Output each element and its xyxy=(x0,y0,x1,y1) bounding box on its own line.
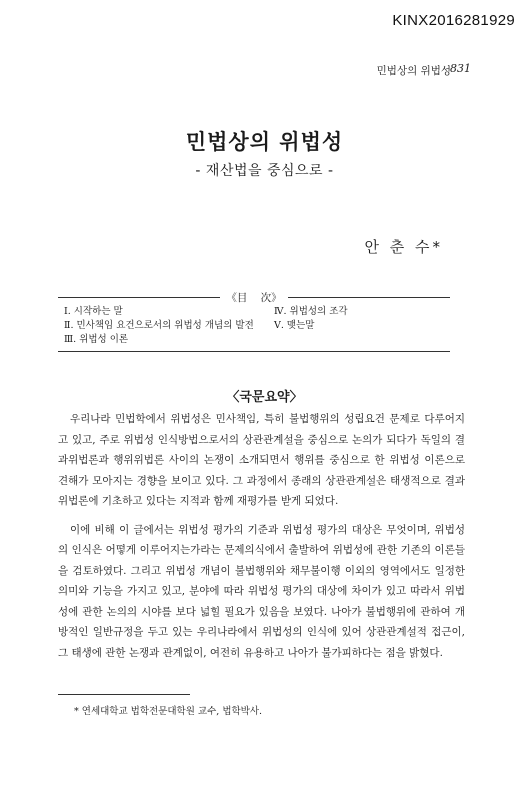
abstract-body xyxy=(58,409,465,663)
document-id: KINX2016281929 xyxy=(392,12,515,29)
toc-row xyxy=(64,305,450,319)
footnote: * 연세대학교 법학전문대학원 교수, 법학박사. xyxy=(74,706,263,717)
toc-row xyxy=(64,319,450,333)
footnote-rule xyxy=(58,694,190,695)
running-header-title: 민법상의 위법성 xyxy=(376,65,451,77)
toc-rule-right xyxy=(288,297,450,298)
table-of-contents xyxy=(64,305,450,347)
toc-item xyxy=(274,333,450,347)
toc-rule-left xyxy=(58,297,220,298)
toc-label: 《目 次》 xyxy=(226,292,282,304)
abstract-heading: 〈국문요약〉 xyxy=(226,390,303,405)
page-number: 831 xyxy=(450,62,471,75)
abstract-paragraph: 이에 비해 이 글에서는 위법성 평가의 기준과 위법성 평가의 대상은 무엇이며, 위법성의 인식은 어떻게 이루어지는가라는 문제의식에서 출발하여 위법성에 관한 기존의 이론들을 검토하였다. 그리고 위법성 개념이 불법행위와 채무불이행 이외의 영역에서도 일정한 의미와 기능을 가지고 있고, 분야에 따라 위법성 평가의 대상에 차이가 있고 따라서 위법성에 관한 논의의 시야를 보다 넓힐 필요가 있음을 보였다. 나아가 불법행위에 관하여 개방적인 일반규정을 두고 있는 우리나라에서 위법성의 인식에 있어 상관관계설적 접근이, 그 태생에 관한 논쟁과 관계없이, 여전히 유용하고 나아가 불가피하다는 점을 밝혔다. xyxy=(58,523,465,659)
abstract-paragraph: 우리나라 민법학에서 위법성은 민사책임, 특히 불법행위의 성립요건 문제로 다루어지고 있고, 주로 위법성 인식방법으로서의 상관관계설을 중심으로 논의가 되다가 독일의 결과위법론과 행위위법론 사이의 논쟁이 소개되면서 행위를 중심으로 한 위법성 이론으로 견해가 모아지는 경향을 보이고 있다. 그 과정에서 종래의 상관관계설은 태생적으로 결과위법론에 기초하고 있다는 지적과 함께 재평가를 받게 되었다. xyxy=(58,413,465,507)
toc-item: Ⅱ. 민사책임 요건으로서의 위법성 개념의 발전 xyxy=(64,320,254,331)
toc-item: Ⅳ. 위법성의 조각 xyxy=(274,306,348,317)
toc-item: Ⅰ. 시작하는 말 xyxy=(64,306,123,317)
paper-title: 민법상의 위법성 xyxy=(185,130,344,154)
toc-item: Ⅴ. 맺는말 xyxy=(274,320,315,331)
toc-bottom-rule xyxy=(58,351,450,352)
toc-item: Ⅲ. 위법성 이론 xyxy=(64,334,129,345)
toc-header xyxy=(58,290,450,305)
paper-subtitle: - 재산법을 중심으로 - xyxy=(195,163,334,179)
author: 안 춘 수* xyxy=(364,238,443,256)
toc-row xyxy=(64,333,450,347)
